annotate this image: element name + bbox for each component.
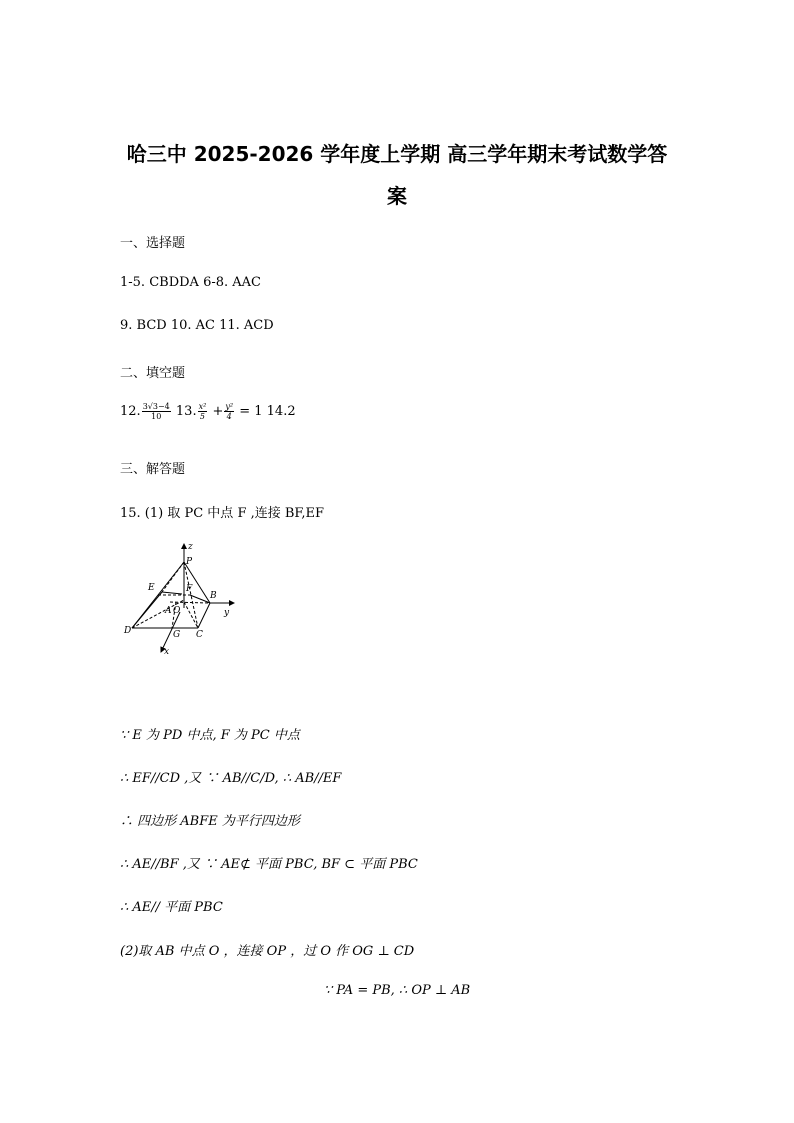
document-title-line2: 案 <box>387 184 407 208</box>
label-D: D <box>124 626 132 636</box>
label-A: A <box>165 606 172 616</box>
proof-line-3: ∴ 四边形 ABFE 为平行四边形 <box>120 814 300 829</box>
section-heading-solution: 三、解答题 <box>120 462 186 477</box>
q13-y-numerator: y² <box>225 402 234 411</box>
q15-part1-intro: 15. (1) 取 PC 中点 F ,连接 BF,EF <box>120 506 325 521</box>
edge-PA <box>162 562 184 592</box>
q13-label: 13. <box>175 404 197 419</box>
label-x: x <box>164 647 170 657</box>
q13-x-numerator: x² <box>198 402 207 411</box>
choice-answers-2: 9. BCD 10. AC 11. ACD <box>120 318 274 333</box>
q13-y-denominator: 4 <box>226 412 232 421</box>
q12-fraction <box>142 402 171 421</box>
proof-line-7: ∵ PA = PB, ∴ OP ⊥ AB <box>323 983 471 998</box>
q12-numerator: 3√3−4 <box>142 402 170 411</box>
q13-x-denominator: 5 <box>199 412 205 421</box>
plus-sign: + <box>212 404 224 419</box>
section-heading-fill: 二、填空题 <box>120 366 186 381</box>
q12-label: 12. <box>120 404 141 419</box>
label-E: E <box>148 583 155 593</box>
edge-BC <box>198 603 210 628</box>
label-C: C <box>196 630 203 640</box>
label-z: z <box>188 542 193 552</box>
proof-line-5: ∴ AE// 平面 PBC <box>120 900 223 915</box>
label-y: y <box>224 608 230 618</box>
q13-rest: = 1 14.2 <box>239 404 296 419</box>
q12-denominator: 10 <box>151 412 162 421</box>
fill-answers <box>120 402 296 421</box>
label-B: B <box>210 591 217 601</box>
q13-y-fraction <box>224 402 234 421</box>
label-P: P <box>186 557 193 567</box>
q13-x-fraction <box>198 402 208 421</box>
label-F: F <box>186 584 193 594</box>
choice-answers-1: 1-5. CBDDA 6-8. AAC <box>120 275 261 290</box>
pyramid-figure <box>120 540 240 658</box>
proof-line-6: (2)取 AB 中点 O ，连接 OP ，过 O 作 OG ⊥ CD <box>120 944 415 959</box>
section-heading-choice: 一、选择题 <box>120 236 186 251</box>
proof-line-2: ∴ EF//CD ,又 ∵ AB//C/D, ∴ AB//EF <box>120 771 342 786</box>
label-G: G <box>173 630 181 640</box>
label-O: O <box>173 606 181 616</box>
proof-line-1: ∵ E 为 PD 中点, F 为 PC 中点 <box>120 728 300 743</box>
document-title-line1: 哈三中 2025-2026 学年度上学期 高三学年期末考试数学答 <box>126 142 668 166</box>
proof-line-4: ∴ AE//BF ,又 ∵ AE⊄ 平面 PBC, BF ⊂ 平面 PBC <box>120 857 418 872</box>
